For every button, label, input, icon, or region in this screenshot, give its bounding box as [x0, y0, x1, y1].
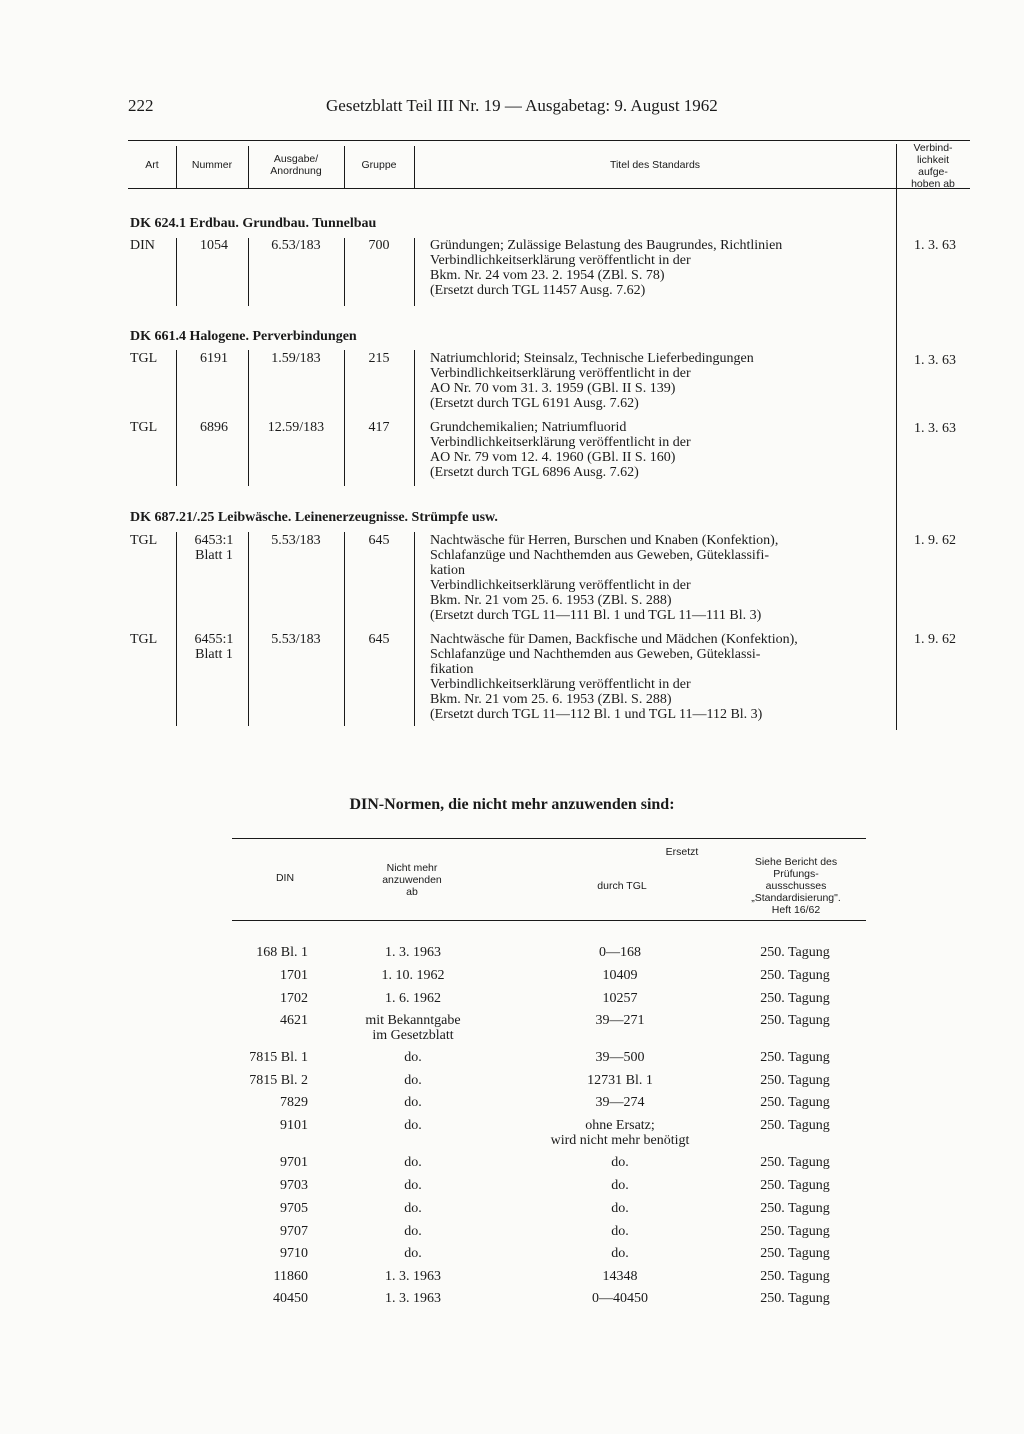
col-header-titel: Titel des Standards: [609, 159, 701, 171]
cell-tgl: wird nicht mehr benötigt: [550, 1133, 690, 1148]
cell-nummer-line: Blatt 1: [195, 647, 233, 662]
cell-nicht-mehr: 1. 3. 1963: [385, 1291, 441, 1306]
col-header-durch-tgl: durch TGL: [597, 880, 647, 892]
col-header-bericht-line: „Standardisierung".: [751, 892, 841, 904]
table-row: [232, 1155, 866, 1178]
running-title: Gesetzblatt Teil III Nr. 19 — Ausgabetag: 9. August 1962: [326, 96, 718, 115]
cell-bericht: 250. Tagung: [760, 1155, 830, 1170]
cell-bericht: 250. Tagung: [760, 945, 830, 960]
cell-aufgehoben: 1. 9. 62: [914, 533, 956, 548]
titel-line: Verbindlichkeitserklärung veröffentlicht in der: [430, 435, 691, 450]
cell-titel: [430, 420, 900, 480]
table-row: [232, 1224, 866, 1247]
cell-nummer-line: 1054: [200, 238, 228, 253]
cell-titel: [430, 632, 900, 722]
column-divider: [176, 350, 177, 486]
cell-aufgehoben: 1. 3. 63: [914, 238, 956, 253]
col-header-gruppe: Gruppe: [361, 159, 397, 171]
col-header-art: Art: [145, 159, 159, 171]
col-header-bericht-line: ausschusses: [765, 880, 827, 892]
table-row: [232, 1073, 866, 1096]
cell-nicht-mehr: do.: [404, 1073, 422, 1088]
col-header-verbindlichkeit-line: lichkeit: [916, 154, 950, 166]
cell-ausgabe: 6.53/183: [271, 238, 321, 253]
table-row: [232, 1246, 866, 1269]
cell-bericht: 250. Tagung: [760, 1246, 830, 1261]
cell-din: 7815 Bl. 2: [249, 1073, 308, 1088]
cell-nicht-mehr: 1. 3. 1963: [385, 1269, 441, 1284]
cell-din: 4621: [280, 1013, 308, 1028]
col-header-ersetzt: Ersetzt: [665, 846, 699, 858]
cell-tgl: 39—271: [595, 1013, 645, 1028]
col-header-bericht-line: Siehe Bericht des: [754, 856, 838, 868]
titel-line: fikation: [430, 662, 474, 677]
cell-nummer: [176, 351, 252, 366]
col-header-nicht-mehr: [332, 862, 492, 898]
cell-aufgehoben: 1. 3. 63: [914, 421, 956, 436]
cell-gruppe: 417: [368, 420, 390, 435]
cell-nummer-line: 6191: [200, 351, 228, 366]
section-heading: DK 624.1 Erdbau. Grundbau. Tunnelbau: [130, 216, 377, 231]
cell-tgl: 10257: [602, 991, 638, 1006]
cell-nicht-mehr: do.: [404, 1246, 422, 1261]
cell-ausgabe: 5.53/183: [271, 533, 321, 548]
cell-art: TGL: [130, 632, 158, 647]
cell-nicht-mehr: do.: [404, 1178, 422, 1193]
cell-titel: [430, 238, 900, 298]
cell-tgl: do.: [611, 1201, 629, 1216]
col-header-verbindlichkeit-line: hoben ab: [911, 178, 955, 190]
titel-line: Natriumchlorid; Steinsalz, Technische Lieferbedingungen: [430, 351, 754, 366]
cell-nicht-mehr: im Gesetzblatt: [372, 1028, 454, 1043]
cell-din: 1701: [280, 968, 308, 983]
cell-gruppe: 215: [368, 351, 390, 366]
titel-line: Grundchemikalien; Natriumfluorid: [430, 420, 627, 435]
cell-din: 7829: [280, 1095, 308, 1110]
cell-nicht-mehr: 1. 10. 1962: [381, 968, 445, 983]
col-header-nummer: Nummer: [191, 159, 233, 171]
titel-line: Nachtwäsche für Damen, Backfische und Mädchen (Konfektion),: [430, 632, 798, 647]
table-row: [232, 1178, 866, 1201]
table-row: [232, 1095, 866, 1118]
table2-title: DIN-Normen, die nicht mehr anzuwenden sind:: [349, 796, 675, 813]
cell-tgl: do.: [611, 1155, 629, 1170]
col-header-verbindlichkeit: [896, 142, 970, 190]
cell-bericht: 250. Tagung: [760, 991, 830, 1006]
cell-din: 9701: [280, 1155, 308, 1170]
table-row: [232, 991, 866, 1014]
titel-line: kation: [430, 563, 465, 578]
col-header-bericht: [726, 856, 866, 916]
cell-din: 9705: [280, 1201, 308, 1216]
cell-bericht: 250. Tagung: [760, 1013, 830, 1028]
din-standards-table: [232, 838, 866, 1318]
titel-line: (Ersetzt durch TGL 6191 Ausg. 7.62): [430, 396, 639, 411]
header-bottom-rule: [128, 188, 970, 189]
cell-bericht: 250. Tagung: [760, 1269, 830, 1284]
titel-line: (Ersetzt durch TGL 11—112 Bl. 1 und TGL 11—112 Bl. 3): [430, 707, 763, 722]
cell-ausgabe: 12.59/183: [267, 420, 325, 435]
cell-nicht-mehr: do.: [404, 1095, 422, 1110]
col-header-nicht-mehr-line: anzuwenden: [382, 874, 442, 886]
titel-line: AO Nr. 79 vom 12. 4. 1960 (GBl. II S. 160): [430, 450, 676, 465]
cell-din: 7815 Bl. 1: [249, 1050, 308, 1065]
table-row: [232, 1013, 866, 1043]
cell-din: 40450: [273, 1291, 308, 1306]
cell-aufgehoben: 1. 3. 63: [914, 353, 956, 368]
cell-bericht: 250. Tagung: [760, 1224, 830, 1239]
titel-line: Bkm. Nr. 24 vom 23. 2. 1954 (ZBl. S. 78): [430, 268, 665, 283]
cell-nicht-mehr: do.: [404, 1118, 422, 1133]
cell-art: TGL: [130, 420, 158, 435]
cell-gruppe: 645: [368, 533, 390, 548]
table-row: [232, 1269, 866, 1292]
titel-line: Schlafanzüge und Nachthemden aus Geweben, Güteklassi-: [430, 647, 761, 662]
cell-nummer: [176, 238, 252, 253]
table-row: [232, 1291, 866, 1314]
table-row: [232, 945, 866, 968]
cell-tgl: do.: [611, 1178, 629, 1193]
cell-ausgabe: 5.53/183: [271, 632, 321, 647]
cell-tgl: 39—500: [595, 1050, 645, 1065]
cell-nummer-line: 6896: [200, 420, 228, 435]
cell-gruppe: 700: [368, 238, 390, 253]
col-header-ausgabe: [248, 153, 344, 177]
cell-bericht: 250. Tagung: [760, 1201, 830, 1216]
titel-line: Verbindlichkeitserklärung veröffentlicht in der: [430, 366, 691, 381]
col-header-bericht-line: Heft 16/62: [771, 904, 821, 916]
col-header-verbindlichkeit-line: Verbind-: [913, 142, 953, 154]
cell-bericht: 250. Tagung: [760, 968, 830, 983]
cell-din: 9703: [280, 1178, 308, 1193]
cell-nummer-line: 6455:1: [194, 632, 234, 647]
cell-tgl: 14348: [602, 1269, 638, 1284]
col-header-ausgabe-line: Ausgabe/: [273, 153, 319, 165]
column-divider: [414, 238, 415, 306]
cell-tgl: 0—40450: [592, 1291, 648, 1306]
table-row: [232, 1118, 866, 1148]
cell-din: 9707: [280, 1224, 308, 1239]
cell-bericht: 250. Tagung: [760, 1073, 830, 1088]
cell-nicht-mehr: do.: [404, 1155, 422, 1170]
column-divider: [248, 350, 249, 486]
table-row: [232, 1050, 866, 1073]
cell-din: 11860: [273, 1269, 308, 1284]
table-row: [232, 1201, 866, 1224]
header-bottom-rule: [232, 920, 866, 921]
standards-table: [128, 140, 970, 730]
titel-line: Verbindlichkeitserklärung veröffentlicht in der: [430, 677, 691, 692]
col-header-din: DIN: [275, 872, 295, 884]
cell-nicht-mehr: 1. 6. 1962: [385, 991, 441, 1006]
cell-tgl: do.: [611, 1246, 629, 1261]
cell-nicht-mehr: do.: [404, 1224, 422, 1239]
cell-art: TGL: [130, 351, 158, 366]
cell-tgl: 12731 Bl. 1: [587, 1073, 653, 1088]
cell-din: 168 Bl. 1: [256, 945, 308, 960]
cell-nummer-line: Blatt 1: [195, 548, 233, 563]
page-number: 222: [128, 96, 154, 115]
titel-line: Nachtwäsche für Herren, Burschen und Knaben (Konfektion),: [430, 533, 779, 548]
cell-bericht: 250. Tagung: [760, 1291, 830, 1306]
col-header-nicht-mehr-line: ab: [406, 886, 418, 898]
titel-line: Verbindlichkeitserklärung veröffentlicht in der: [430, 578, 691, 593]
cell-bericht: 250. Tagung: [760, 1178, 830, 1193]
cell-bericht: 250. Tagung: [760, 1118, 830, 1133]
cell-nicht-mehr: do.: [404, 1050, 422, 1065]
titel-line: Gründungen; Zulässige Belastung des Baugrundes, Richtlinien: [430, 238, 783, 253]
col-header-ausgabe-line: Anordnung: [270, 165, 322, 177]
column-divider: [414, 350, 415, 486]
cell-titel: [430, 351, 900, 411]
cell-tgl: 0—168: [599, 945, 641, 960]
cell-bericht: 250. Tagung: [760, 1095, 830, 1110]
cell-tgl: do.: [611, 1224, 629, 1239]
titel-line: Schlafanzüge und Nachthemden aus Geweben, Güteklassifi-: [430, 548, 769, 563]
cell-nummer-line: 6453:1: [194, 533, 234, 548]
col-header-verbindlichkeit-line: aufge-: [918, 166, 948, 178]
cell-nicht-mehr: 1. 3. 1963: [385, 945, 441, 960]
titel-line: AO Nr. 70 vom 31. 3. 1959 (GBl. II S. 139): [430, 381, 676, 396]
section-heading: DK 687.21/.25 Leibwäsche. Leinenerzeugnisse. Strümpfe usw.: [130, 510, 498, 525]
cell-nummer: [176, 420, 252, 435]
cell-nicht-mehr: do.: [404, 1201, 422, 1216]
cell-nummer: [176, 632, 252, 662]
cell-nicht-mehr: mit Bekanntgabe: [365, 1013, 461, 1028]
titel-line: Bkm. Nr. 21 vom 25. 6. 1953 (ZBl. S. 288): [430, 692, 672, 707]
titel-line: Bkm. Nr. 21 vom 25. 6. 1953 (ZBl. S. 288): [430, 593, 672, 608]
cell-bericht: 250. Tagung: [760, 1050, 830, 1065]
cell-tgl: ohne Ersatz;: [585, 1118, 655, 1133]
section-heading: DK 661.4 Halogene. Perverbindungen: [130, 329, 357, 344]
column-divider: [344, 532, 345, 726]
cell-aufgehoben: 1. 9. 62: [914, 632, 956, 647]
cell-tgl: 39—274: [595, 1095, 645, 1110]
col-header-nicht-mehr-line: Nicht mehr: [386, 862, 438, 874]
titel-line: (Ersetzt durch TGL 11457 Ausg. 7.62): [430, 283, 646, 298]
cell-titel: [430, 533, 900, 623]
cell-gruppe: 645: [368, 632, 390, 647]
table-top-rule: [128, 140, 970, 141]
table-row: [232, 968, 866, 991]
column-divider: [344, 350, 345, 486]
cell-din: 9710: [280, 1246, 308, 1261]
titel-line: Verbindlichkeitserklärung veröffentlicht in der: [430, 253, 691, 268]
cell-nummer: [176, 533, 252, 563]
column-divider: [414, 532, 415, 726]
cell-art: DIN: [130, 238, 155, 253]
cell-din: 1702: [280, 991, 308, 1006]
col-header-bericht-line: Prüfungs-: [773, 868, 819, 880]
cell-tgl: 10409: [602, 968, 638, 983]
titel-line: (Ersetzt durch TGL 6896 Ausg. 7.62): [430, 465, 639, 480]
cell-art: TGL: [130, 533, 158, 548]
cell-din: 9101: [280, 1118, 308, 1133]
table-top-rule: [232, 838, 866, 839]
titel-line: (Ersetzt durch TGL 11—111 Bl. 1 und TGL 11—111 Bl. 3): [430, 608, 762, 623]
cell-ausgabe: 1.59/183: [271, 351, 321, 366]
